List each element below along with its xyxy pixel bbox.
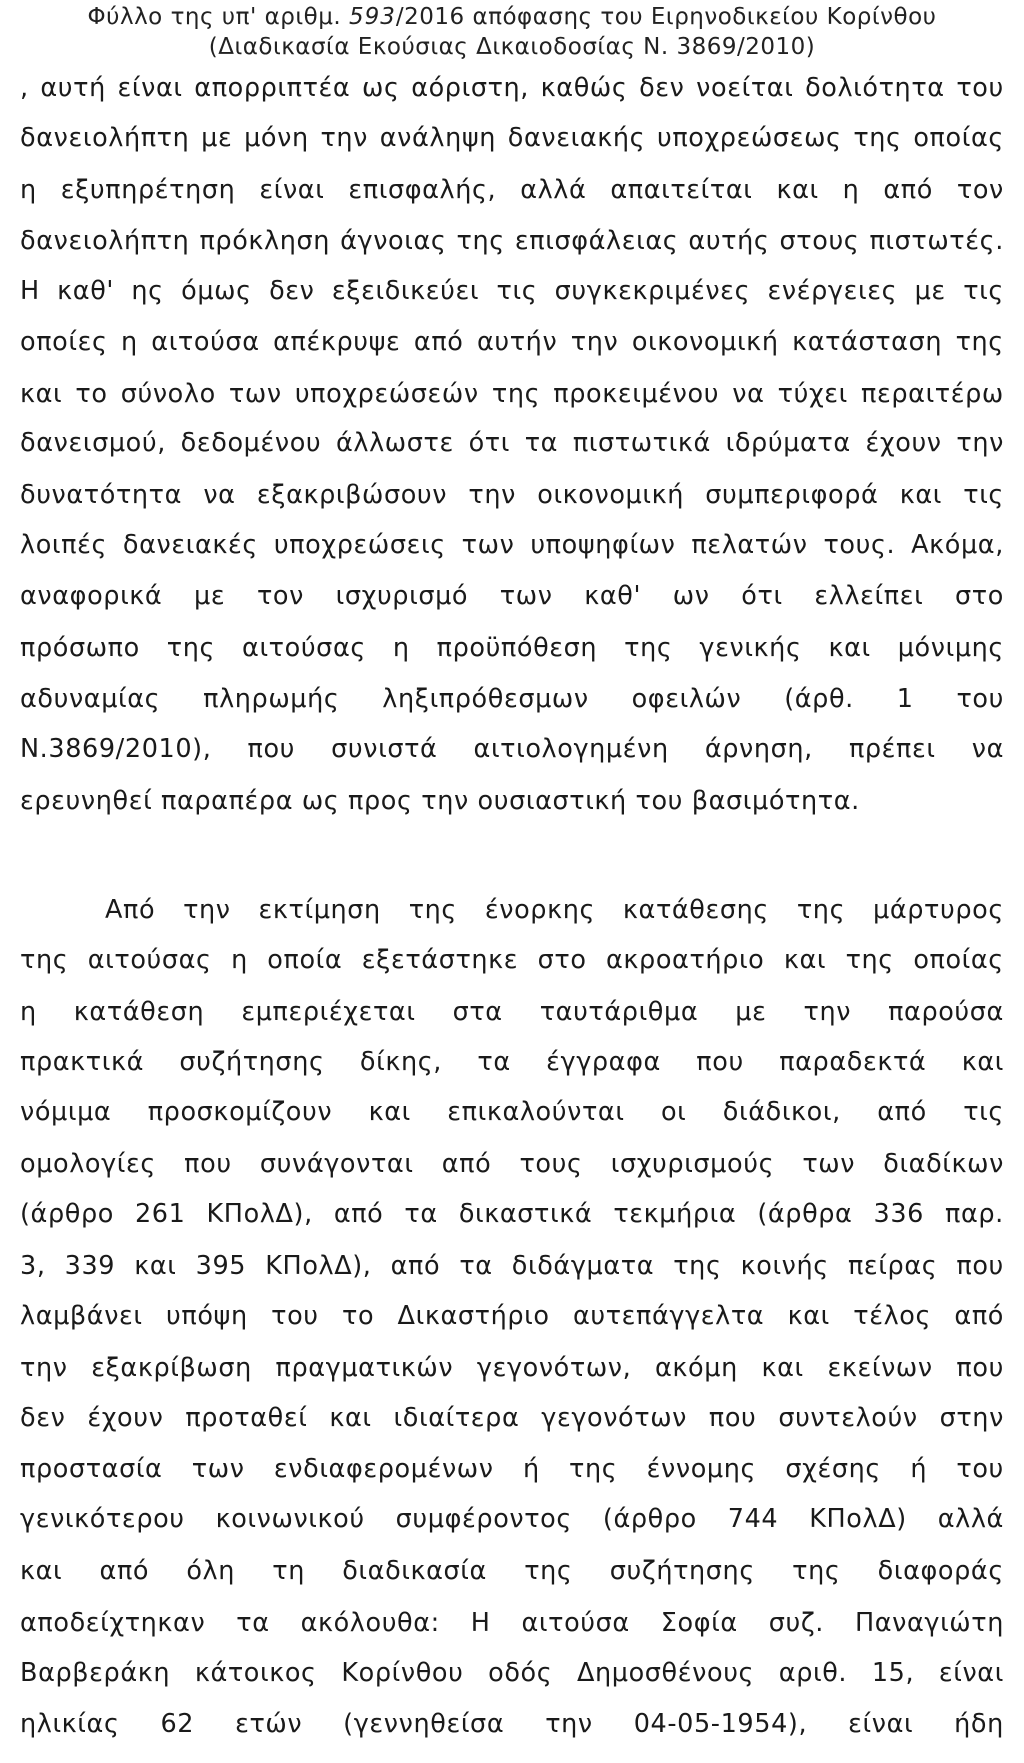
body-line: της αιτούσας η οποία εξετάστηκε στο ακροατήριο και της οποίας (20, 945, 1004, 975)
page-header-line-1 (0, 4, 1024, 30)
body-line: δανειολήπτη με μόνη την ανάληψη δανειακής υποχρεώσεως της οποίας (20, 123, 1004, 153)
body-line: δανεισμού, δεδομένου άλλωστε ότι τα πιστωτικά ιδρύματα έχουν την (20, 428, 1004, 458)
header-suffix: /2016 απόφασης του Ειρηνοδικείου Κορίνθου (395, 4, 937, 30)
body-line: την εξακρίβωση πραγματικών γεγονότων, ακόμη και εκείνων που (20, 1353, 1004, 1383)
body-line: γενικότερου κοινωνικού συμφέροντος (άρθρο 744 ΚΠολΔ) αλλά (20, 1504, 1004, 1534)
body-line: ομολογίες που συνάγονται από τους ισχυρισμούς των διαδίκων (20, 1149, 1004, 1179)
body-line: δυνατότητα να εξακριβώσουν την οικονομική συμπεριφορά και τις (20, 480, 1004, 510)
body-line: πρόσωπο της αιτούσας η προϋπόθεση της γενικής και μόνιμης (20, 633, 1004, 663)
body-line: ερευνηθεί παραπέρα ως προς την ουσιαστική του βασιμότητα. (20, 786, 860, 816)
body-line: Βαρβεράκη κάτοικος Κορίνθου οδός Δημοσθένους αριθ. 15, είναι (20, 1658, 1004, 1688)
body-line: 3, 339 και 395 ΚΠολΔ), από τα διδάγματα της κοινής πείρας που (20, 1251, 1004, 1281)
body-line: δεν έχουν προταθεί και ιδιαίτερα γεγονότων που συντελούν στην (20, 1403, 1004, 1433)
body-line: νόμιμα προσκομίζουν και επικαλούνται οι διάδικοι, από τις (20, 1097, 1004, 1127)
body-line: λαμβάνει υπόψη του το Δικαστήριο αυτεπάγγελτα και τέλος από (20, 1301, 1004, 1331)
body-line: και από όλη τη διαδικασία της συζήτησης της διαφοράς (20, 1556, 1004, 1586)
body-line: η εξυπηρέτηση είναι επισφαλής, αλλά απαιτείται και η από τον (20, 175, 1004, 205)
body-line: η κατάθεση εμπεριέχεται στα ταυτάριθμα με την παρούσα (20, 997, 1004, 1027)
body-line: αποδείχτηκαν τα ακόλουθα: Η αιτούσα Σοφία συζ. Παναγιώτη (20, 1608, 1004, 1638)
header-prefix: Φύλλο της υπ' αριθμ. (87, 4, 342, 30)
body-line: δανειολήπτη πρόκληση άγνοιας της επισφάλειας αυτής στους πιστωτές. (20, 226, 1004, 256)
body-line: Η καθ' ης όμως δεν εξειδικεύει τις συγκεκριμένες ενέργειες με τις (20, 276, 1004, 306)
page-header-line-2: (Διαδικασία Εκούσιας Δικαιοδοσίας Ν. 3869/2010) (208, 34, 816, 60)
body-line: , αυτή είναι απορριπτέα ως αόριστη, καθώς δεν νοείται δολιότητα του (20, 73, 1004, 103)
body-line: προστασία των ενδιαφερομένων ή της έννομης σχέσης ή του (20, 1454, 1004, 1484)
body-line: (άρθρο 261 ΚΠολΔ), από τα δικαστικά τεκμήρια (άρθρα 336 παρ. (20, 1199, 1004, 1229)
body-line: πρακτικά συζήτησης δίκης, τα έγγραφα που παραδεκτά και (20, 1047, 1004, 1077)
body-line: Από την εκτίμηση της ένορκης κατάθεσης της μάρτυρος (105, 895, 1004, 925)
body-line: λοιπές δανειακές υποχρεώσεις των υποψηφίων πελατών τους. Ακόμα, (20, 530, 1004, 560)
body-line: Ν.3869/2010), που συνιστά αιτιολογημένη άρνηση, πρέπει να (20, 734, 1004, 764)
body-line: αναφορικά με τον ισχυρισμό των καθ' ων ότι ελλείπει στο (20, 581, 1004, 611)
body-line: οποίες η αιτούσα απέκρυψε από αυτήν την οικονομική κατάσταση της (20, 327, 1004, 357)
handwritten-decision-number: 593 (348, 4, 396, 30)
body-line: αδυναμίας πληρωμής ληξιπρόθεσμων οφειλών (άρθ. 1 του (20, 684, 1004, 714)
body-line: ηλικίας 62 ετών (γεννηθείσα την 04-05-1954), είναι ήδη (20, 1709, 1004, 1739)
body-line: και το σύνολο των υποχρεώσεών της προκειμένου να τύχει περαιτέρω (20, 379, 1004, 409)
